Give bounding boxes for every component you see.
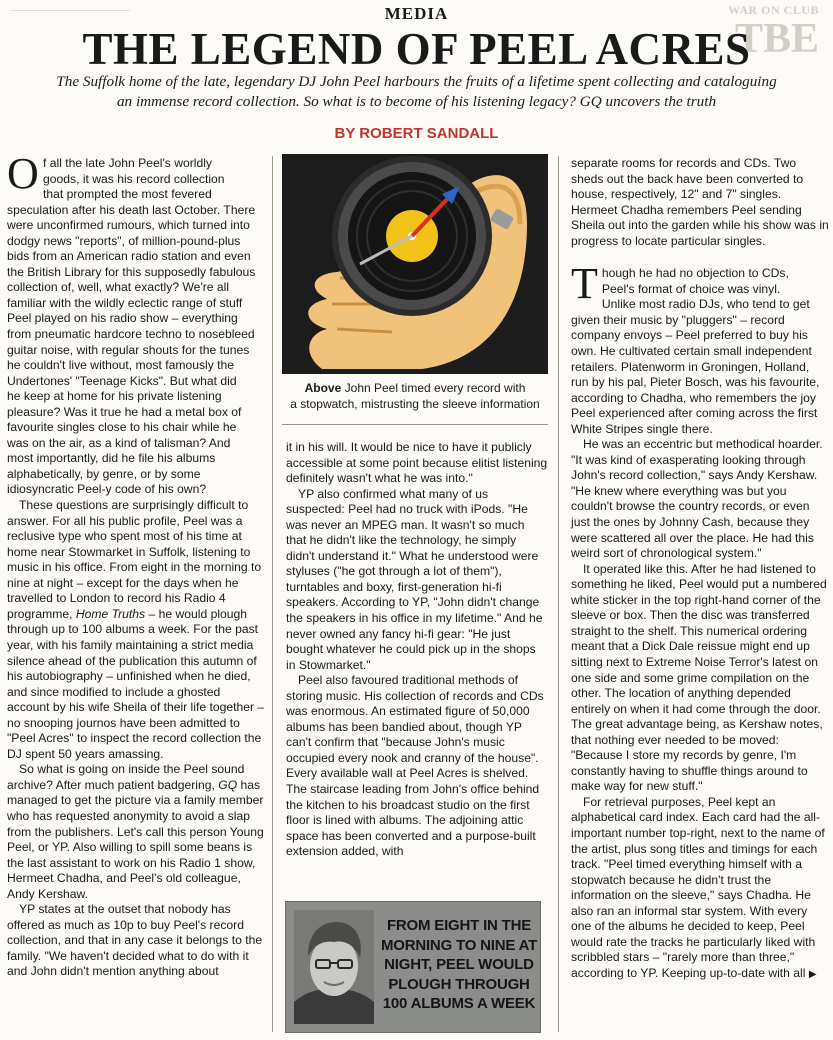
col1-para-3-tail: has managed to get the picture via a family member who has requested anonymity to avoid a slap from the publishers. Let's call this person Young Peel, or YP. Also willing to spill some beans is the last assistant to work on his Radio 1 show, Hermeet Chadha, and Peel's old colleague, Andy Kershaw. — [7, 777, 264, 901]
col3-last-line: according to YP. Keeping up-to-date with all — [571, 965, 806, 980]
section-label: MEDIA — [384, 4, 449, 23]
stopwatch-illustration — [282, 154, 548, 374]
drop-cap-t: T — [571, 259, 598, 309]
col2-para-1: it in his will. It would be nice to have it publicly accessible at some point because elitist listening definitely wasn't what he was into." — [286, 440, 548, 486]
col1-line: bids from an American radio station and even — [7, 249, 251, 264]
col3-indented-line: Unlike most radio DJs, who tend to get — [601, 297, 810, 312]
stopwatch-photo — [282, 154, 548, 374]
caption-label: Above — [304, 381, 342, 395]
col3-indented-line: hough he had no objection to CDs, — [601, 266, 789, 281]
col1-line: from pneumatic hardcore techno to nosebleed — [7, 327, 255, 342]
show-title: Home Truths — [75, 606, 146, 621]
bleed-word: TBE — [734, 16, 819, 62]
col1-line: guitar noise, with regular shouts for the tunes — [7, 342, 250, 357]
portrait-image — [294, 910, 374, 1024]
headline: THE LEGEND OF PEEL ACRES — [82, 24, 751, 74]
col1-line: he keep at home for his private listening — [7, 389, 222, 404]
col1-line: speculation after his death last October. There — [7, 202, 256, 217]
col1-para-4: YP states at the outset that nobody has offered as much as 10p to buy Peel's record collection, and that in any case it belongs to the family. "We haven't decided what to do with it and John didn't mention anything about — [7, 902, 263, 979]
col1-indented-line: that prompted the most fevered — [43, 187, 212, 202]
photo-caption — [282, 380, 548, 412]
col1-para-3-text: So what is going on inside the Peel sound archive? After much patient badgering, — [7, 762, 245, 792]
column-2 — [286, 440, 548, 860]
col3-para-4: It operated like this. After he had listened to something he liked, Peel would put a numbered white sticker in the top right-hand corner of the sleeve or box. Then the disc was transferred straight to the shelf. This numerical ordering meant that a Dick Dale reissue might end up sitting next to Extreme Noise Terror's latest on one side and some grime compilation on the other. The location of anything depended entirely on when it had come through the door. The great advantage being, as Kershaw notes, that nothing ever needed to be moved: "Because I store my records by genre, I'm constantly having to shuffle things around to make way for new stuff." — [571, 561, 827, 794]
byline: BY ROBERT SANDALL — [334, 125, 499, 142]
col1-indented-line: f all the late John Peel's worldly — [43, 156, 213, 170]
standfirst-line-1: The Suffolk home of the late, legendary DJ John Peel harbours the fruits of a lifetime spent collecting and cataloguing — [56, 73, 777, 90]
col1-line: the British Library for this supposedly fabulous — [7, 264, 256, 279]
col1-line: alphabetically, by genre, or by some — [7, 466, 201, 481]
col1-line: dodgy news "reports", of million-pound-plus — [7, 233, 241, 248]
standfirst-line-2: an immense record collection. So what is to become of his listening legacy? GQ uncovers the truth — [116, 93, 717, 110]
col1-line: idiosyncratic Peel-y code of his own? — [7, 482, 207, 497]
caption-rule — [282, 424, 548, 425]
col1-line: favourite singles close to his chair while he — [7, 420, 237, 435]
john-peel-portrait — [294, 910, 374, 1024]
col1-indented-line: goods, it was his record collection — [43, 171, 225, 186]
column-divider-1 — [272, 156, 273, 1032]
col1-para-3 — [7, 762, 265, 902]
col3-para-2 — [571, 259, 829, 437]
col1-line: Peel played on his radio show – everything — [7, 311, 238, 326]
col3-para-5-text: For retrieval purposes, Peel kept an alphabetical card index. Each card had the all-important number top-right, next to the name of the artist, plus song titles and timings for each track. "Peel timed everything himself with a stopwatch because he didn't trust the information on the sleeve," says Chadha. He also ran an informal star system. With every one of the albums he decided to keep, Peel would rate the tracks he particularly liked with scribbled stars – "rarely more than three," — [571, 794, 825, 965]
caption-line-2: a stopwatch, mistrusting the sleeve information — [290, 397, 540, 411]
col1-line: pleasure? Was it true he had a metal box of — [7, 404, 242, 419]
col3-indented-line: Peel's format of choice was vinyl. — [601, 281, 781, 296]
col3-para-3: He was an eccentric but methodical hoarder. "It was kind of exasperating looking through John's record collection," says Andy Kershaw. "He knew where everything was but you couldn't browse the country records, or even just the ones by Johnny Cash, because they were scattered all over the place. He had this weird sort of chronological system." — [571, 437, 823, 561]
col2-para-2: YP also confirmed what many of us suspected: Peel had no truck with iPods. "He was never an MPEG man. It wasn't so much that he didn't like the technology, he simply didn't understand it." What he understood were styluses ("he got through a lot of them"), turntables and boxy, first-generation hi-fi speakers. According to YP, "John didn't change the speakers in his office in my lifetime." And he never owned any fancy hi-fi gear: "He just bought whatever he could pick up in the shops in Stowmarket." — [286, 486, 543, 672]
standfirst — [30, 72, 803, 112]
column-divider-2 — [558, 156, 559, 1032]
col2-para-3: Peel also favoured traditional methods of storing music. His collection of records and CDs was enormous. An estimated figure of 50,000 albums has been bandied about, though YP can't confirm that "because John's music occupied every nook and cranny of the house". Every available wall at Peel Acres is shelved. The staircase leading from John's office behind the kitchen to his broadcast studio on the first floor is lined with albums. The adjoining attic space has been converted and a purpose-built extension added, with — [286, 673, 544, 859]
col1-line: he couldn't live without, most famously the — [7, 358, 235, 373]
column-1 — [7, 149, 265, 980]
col1-para-1 — [7, 149, 265, 498]
col1-line: collection of, well, what exactly? We're all — [7, 280, 230, 295]
col3-para-1: separate rooms for records and CDs. Two sheds out the back have been converted to house, respectively, 12" and 7" singles. Hermeet Chadha remembers Peel sending Sheila out into the garden while his show was in progress to locate particular singles. — [571, 156, 829, 248]
pull-quote-box — [285, 901, 541, 1033]
continue-arrow-icon: ▶ — [808, 968, 817, 980]
col3-para-2-rest: given their music by "pluggers" – record company envoys – Peel preferred to buy his own. He cultivated certain small independent retailers. Platenworm in Groningen, Holland, run by his pal, Pieter Bosch, was his favourite, according to Chadha, who remembers the joy Peel experienced after coming across the first White Stripes single there. — [571, 312, 820, 436]
col1-para-2-text: These questions are surprisingly difficult to answer. For all his public profile, Peel was a reclusive type who spent most of his time at home near Stowmarket in Suffolk, listening to music in his office. From eight in the morning to nine at night – except for the days when he travelled to London to record his Radio 4 programme, — [7, 498, 262, 621]
drop-cap-o: O — [7, 149, 39, 198]
col1-line: most importantly, did he file his albums — [7, 451, 216, 466]
col1-line: were unconfirmed rumours, which turned into — [7, 218, 250, 233]
col1-line: familiar with the wildly eclectic range of stuff — [7, 295, 243, 310]
pull-quote-text: FROM EIGHT IN THE MORNING TO NINE AT NIGHT, PEEL WOULD PLOUGH THROUGH 100 ALBUMS A WEEK — [380, 917, 538, 1013]
col3-para-5 — [571, 795, 829, 983]
bleed-kicker: WAR ON CLUB — [728, 3, 819, 17]
magazine-name: GQ — [218, 777, 238, 792]
column-3 — [571, 156, 829, 982]
col1-para-2 — [7, 498, 265, 762]
col1-line: Undertones' "Teenage Kicks". But what did — [7, 373, 237, 388]
col1-line: was on the air, as a kind of talisman? And — [7, 435, 231, 450]
col1-para-2-tail: – he would plough through up to 100 albums a week. For the past year, with his family maintaining a strict media silence ahead of the publication this autumn of his autobiography – unfinished when he died, and since modified to include a ghosted account by his wife Sheila of their life together – no snooping journos have been admitted to "Peel Acres" to inspect the record collection the DJ spent 50 years amassing. — [7, 606, 265, 761]
caption-line-1: John Peel timed every record with — [344, 381, 526, 395]
